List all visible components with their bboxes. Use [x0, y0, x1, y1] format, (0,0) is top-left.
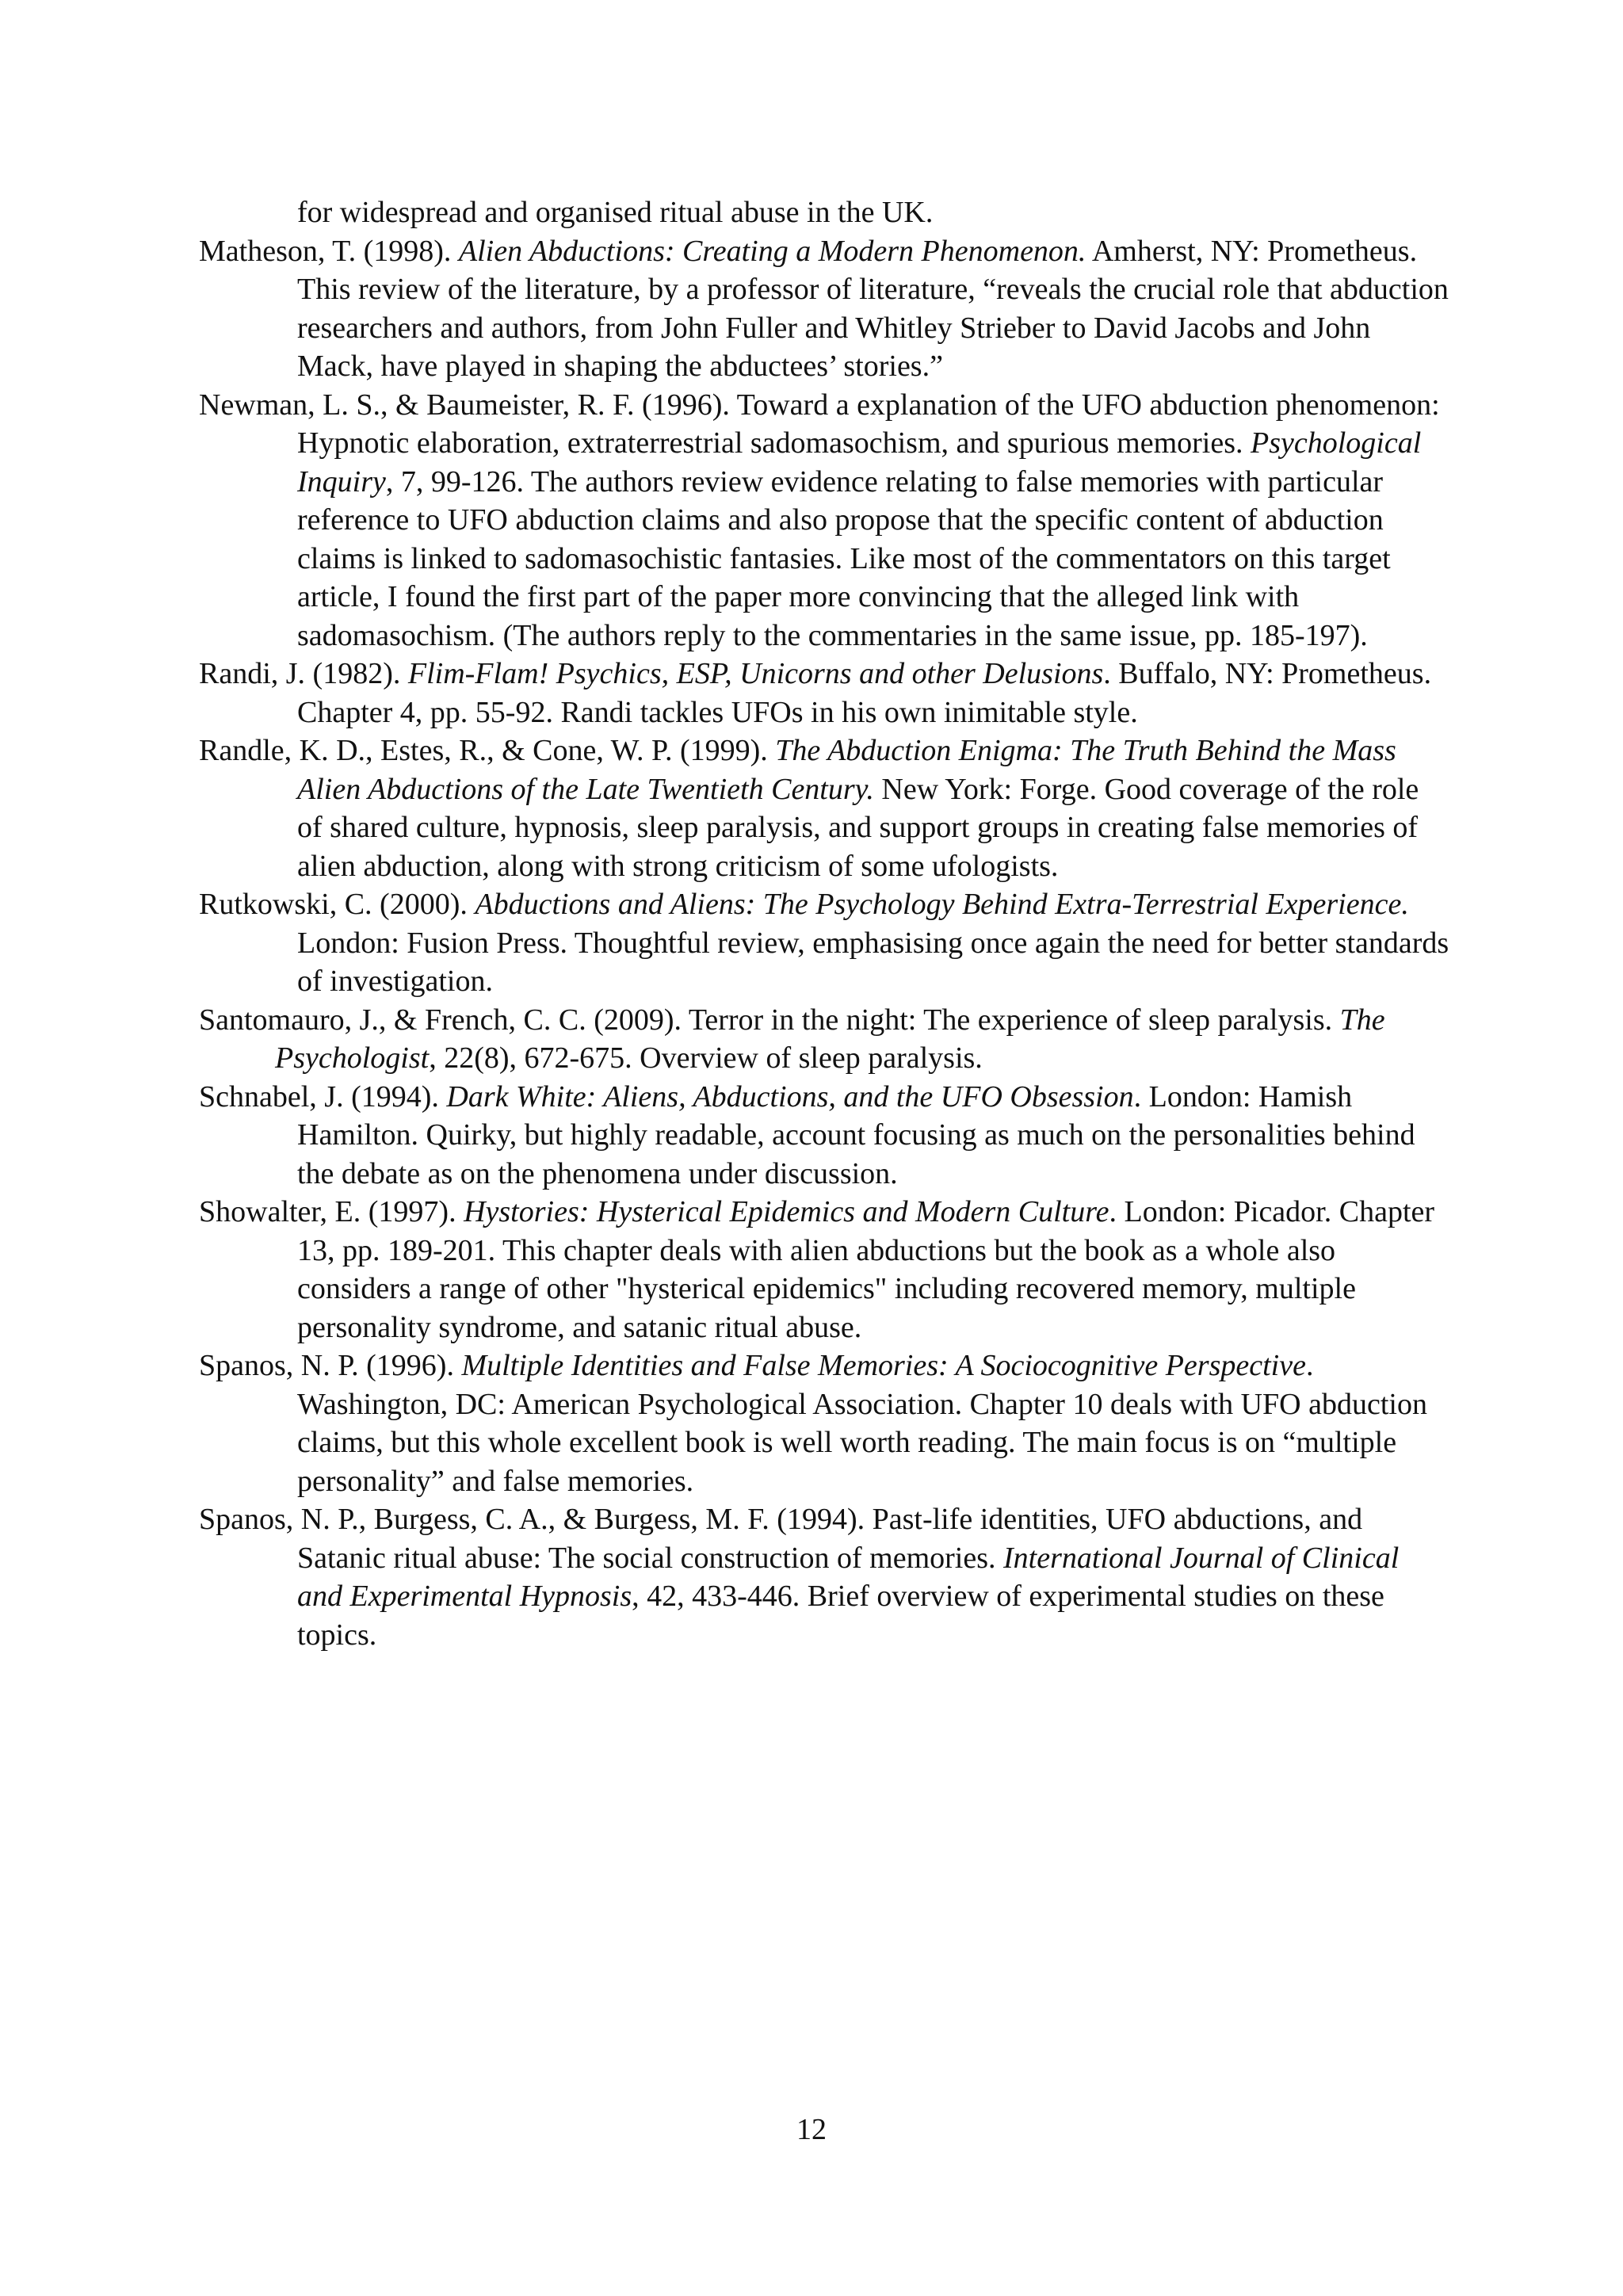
reference-title: International Journal of Clinical and Experimental Hypnosis: [297, 1541, 1400, 1613]
reference-authors: Matheson, T. (1998).: [199, 234, 459, 268]
reference-annotation: . Buffalo, NY: Prometheus. Chapter 4, pp. 55-92. Randi tackles UFOs in his own inimitable style.: [297, 657, 1432, 729]
reference-annotation: New York: Forge. Good coverage of the role of shared culture, hypnosis, sleep paralysis, and support groups in creating false memories of alien abduction, along with strong criticism of some ufologists.: [297, 772, 1419, 883]
reference-title: Alien Abductions: Creating a Modern Phenomenon.: [458, 234, 1086, 268]
reference-authors: Santomauro, J., & French, C. C. (2009). Terror in the night: The experience of sleep paralysis.: [199, 1003, 1340, 1037]
reference-entry-spanos-1994: [199, 1500, 1451, 1654]
reference-annotation: . London: Picador. Chapter 13, pp. 189-201. This chapter deals with alien abductions but the book as a whole also considers a range of other "hysterical epidemics" including recovered memory, multiple personality syndrome, and satanic ritual abuse.: [297, 1195, 1435, 1344]
reference-annotation: , 42, 433-446. Brief overview of experimental studies on these topics.: [297, 1580, 1384, 1652]
reference-authors: Spanos, N. P., Burgess, C. A., & Burgess, M. F. (1994). Past-life identities, UFO abductions, and Satanic ritual abuse: The social construction of memories.: [199, 1503, 1363, 1575]
reference-title: Multiple Identities and False Memories: A Sociocognitive Perspective: [461, 1349, 1306, 1382]
reference-entry-schnabel: [199, 1078, 1451, 1194]
reference-list: [199, 193, 1451, 1654]
reference-authors: Rutkowski, C. (2000).: [199, 888, 475, 921]
reference-title: The Abduction Enigma: The Truth Behind the Mass Alien Abductions of the Late Twentieth Century.: [297, 734, 1396, 806]
reference-authors: Showalter, E. (1997).: [199, 1195, 464, 1228]
reference-authors: Randle, K. D., Estes, R., & Cone, W. P. (1999).: [199, 734, 776, 767]
reference-title: Hystories: Hysterical Epidemics and Modern Culture: [464, 1195, 1109, 1228]
reference-authors: Randi, J. (1982).: [199, 657, 408, 690]
reference-entry-continued: [199, 193, 1451, 232]
reference-annotation: . Washington, DC: American Psychological Association. Chapter 10 deals with UFO abduction claims, but this whole excellent book is well worth reading. The main focus is on “multiple personality” and false memories.: [297, 1349, 1427, 1498]
page-number: 12: [796, 2113, 827, 2146]
reference-authors: Schnabel, J. (1994).: [199, 1079, 447, 1114]
reference-annotation: , 7, 99-126. The authors review evidence relating to false memories with particular reference to UFO abduction claims and also propose that the specific content of abduction claims is linked to sadomasochistic fantasies. Like most of the commentators on this target article, I found the first part of the paper more convincing that the alleged link with sadomasochism. (The authors reply to the commentaries in the same issue, pp. 185-197).: [297, 464, 1391, 652]
reference-entry-newman: [199, 386, 1451, 655]
reference-entry-rutkowski: [199, 885, 1451, 1001]
reference-entry-showalter: [199, 1193, 1451, 1347]
reference-entry-randle: [199, 732, 1451, 885]
reference-title: Psychological Inquiry: [297, 426, 1422, 499]
reference-title: Dark White: Aliens, Abductions, and the UFO Obsession: [446, 1079, 1134, 1114]
reference-annotation: . London: Hamish Hamilton. Quirky, but highly readable, account focusing as much on the personalities behind the debate as on the phenomena under discussion.: [297, 1079, 1415, 1190]
reference-title: Flim-Flam! Psychics, ESP, Unicorns and other Delusions: [407, 657, 1104, 690]
reference-authors: Spanos, N. P. (1996).: [199, 1349, 462, 1382]
reference-entry-randi: [199, 655, 1451, 732]
reference-annotation: London: Fusion Press. Thoughtful review, emphasising once again the need for better standards of investigation.: [297, 926, 1449, 998]
reference-authors: Newman, L. S., & Baumeister, R. F. (1996). Toward a explanation of the UFO abduction phenomenon: Hypnotic elaboration, extraterrestrial sadomasochism, and spurious memories.: [199, 388, 1440, 460]
reference-entry-spanos-1996: [199, 1347, 1451, 1500]
reference-entry-matheson: [199, 232, 1451, 386]
reference-title: The Psychologist: [275, 1003, 1385, 1075]
reference-text: for widespread and organised ritual abuse in the UK.: [297, 196, 934, 229]
reference-annotation: , 22(8), 672-675. Overview of sleep paralysis.: [429, 1041, 983, 1075]
reference-entry-santomauro: [199, 1001, 1451, 1078]
reference-title: Abductions and Aliens: The Psychology Behind Extra-Terrestrial Experience.: [475, 888, 1409, 921]
reference-annotation: Amherst, NY: Prometheus. This review of the literature, by a professor of literature, “reveals the crucial role that abduction researchers and authors, from John Fuller and Whitley Strieber to David Jacobs and John Mack, have played in shaping the abductees’ stories.”: [297, 234, 1449, 383]
